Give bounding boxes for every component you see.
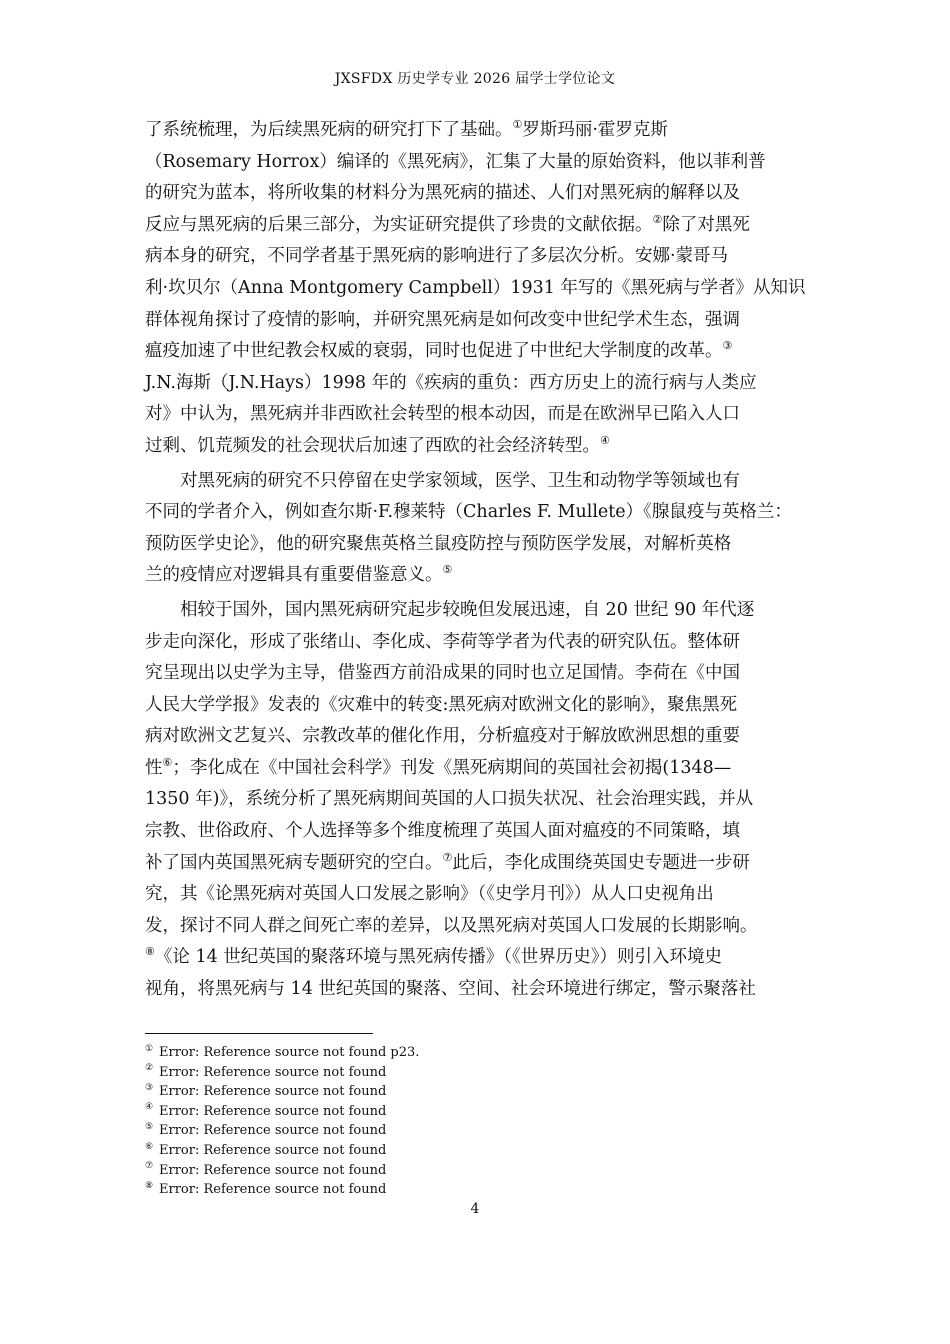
body-line: 病本身的研究，不同学者基于黑死病的影响进行了多层次分析。安娜·蒙哥马 <box>145 246 729 267</box>
footnote-ref[interactable]: ⑥ <box>162 756 173 770</box>
footnote-item: ③ Error: Reference source not found <box>145 1082 387 1100</box>
body-line: 反应与黑死病的后果三部分，为实证研究提供了珍贵的文献依据。②除了对黑死 <box>145 212 750 235</box>
body-line: 视角，将黑死病与 14 世纪英国的聚落、空间、社会环境进行绑定，警示聚落社 <box>145 979 756 1000</box>
body-line: 究，其《论黑死病对英国人口发展之影响》（《史学月刊》）从人口史视角出 <box>145 884 714 905</box>
body-line: 过剩、饥荒频发的社会现状后加速了西欧的社会经济转型。④ <box>145 434 610 456</box>
footnote-item: ⑦ Error: Reference source not found <box>145 1161 387 1178</box>
body-line: 利·坎贝尔（Anna Montgomery Campbell）1931 年写的《黑死病与学者》从知识 <box>145 277 806 298</box>
body-line: 人民大学学报》发表的《灾难中的转变:黑死病对欧洲文化的影响》，聚焦黑死 <box>145 694 738 715</box>
footnote-text: Error: Reference source not found <box>159 1142 387 1158</box>
body-line: 预防医学史论》，他的研究聚焦英格兰鼠疫防控与预防医学发展，对解析英格 <box>145 533 732 554</box>
footnote-text: Error: Reference source not found <box>159 1123 387 1139</box>
footnote-item: ⑥ Error: Reference source not found <box>145 1141 387 1158</box>
footnote-item: ① Error: Reference source not found p23. <box>145 1043 420 1060</box>
body-line: 群体视角探讨了疫情的影响，并研究黑死病是如何改变中世纪学术生态，强调 <box>145 309 740 330</box>
body-line: 瘟疫加速了中世纪教会权威的衰弱，同时也促进了中世纪大学制度的改革。③ <box>145 339 733 362</box>
footnote-text: Error: Reference source not found <box>159 1162 387 1178</box>
footnote-ref[interactable]: ④ <box>600 434 610 448</box>
body-line: 的研究为蓝本，将所收集的材料分为黑死病的描述、人们对黑死病的解释以及 <box>145 183 740 204</box>
footnote-item: ② Error: Reference source not found <box>145 1063 387 1080</box>
body-line: 宗教、世俗政府、个人选择等多个维度梳理了英国人面对瘟疫的不同策略，填 <box>145 821 740 842</box>
body-line: 补了国内英国黑死病专题研究的空白。⑦此后，李化成围绕英国史专题进一步研 <box>145 850 750 873</box>
footnote-ref[interactable]: ⑧ <box>145 945 155 959</box>
footnote-ref[interactable]: ⑦ <box>442 850 453 864</box>
footnote-item: ⑧ Error: Reference source not found <box>145 1180 387 1198</box>
body-line: 发，探讨不同人群之间死亡率的差异，以及黑死病对英国人口发展的长期影响。 <box>145 915 758 936</box>
footnote-text: Error: Reference source not found <box>159 1103 387 1119</box>
body-line: （Rosemary Horrox）编译的《黑死病》，汇集了大量的原始资料，他以菲利普 <box>145 151 766 172</box>
body-line: 对黑死病的研究不只停留在史学家领域，医学、卫生和动物学等领域也有 <box>180 470 740 491</box>
body-line: 性⑥；李化成在《中国社会科学》刊发《黑死病期间的英国社会初揭(1348— <box>145 756 732 778</box>
body-line: 步走向深化，形成了张绪山、李化成、李荷等学者为代表的研究队伍。整体研 <box>145 631 740 652</box>
footnote-text: Error: Reference source not found p23. <box>159 1045 420 1060</box>
footnote-ref[interactable]: ① <box>512 118 523 132</box>
footnote-text: Error: Reference source not found <box>159 1064 387 1080</box>
body-text <box>145 115 807 1006</box>
footnote-item: ④ Error: Reference source not found <box>145 1102 387 1119</box>
body-line: ⑧《论 14 世纪英国的聚落环境与黑死病传播》（《世界历史》）则引入环境史 <box>145 945 723 968</box>
body-line: J.N.海斯（J.N.Hays）1998 年的《疾病的重负：西方历史上的流行病与人类应 <box>145 372 757 393</box>
footnote-separator <box>145 1033 373 1034</box>
body-line: 病对欧洲文艺复兴、宗教改革的催化作用，分析瘟疫对于解放欧洲思想的重要 <box>145 726 740 747</box>
body-line: 不同的学者介入，例如查尔斯·F.穆莱特（Charles F. Mullete）《腺鼠疫与英格兰： <box>145 502 792 523</box>
footnote-ref[interactable]: ⑤ <box>442 563 453 577</box>
body-line: 1350 年)》，系统分析了黑死病期间英国的人口损失状况、社会治理实践，并从 <box>145 789 754 810</box>
footnote-ref[interactable]: ② <box>652 212 663 226</box>
footnote-text: Error: Reference source not found <box>159 1182 387 1198</box>
footnote-text: Error: Reference source not found <box>159 1084 387 1100</box>
body-line: 对》中认为，黑死病并非西欧社会转型的根本动因，而是在欧洲早已陷入人口 <box>145 404 740 425</box>
page-number: 4 <box>470 1201 480 1217</box>
page-header: JXSFDX 历史学专业 2026 届学士学位论文 <box>334 71 616 87</box>
footnotes <box>145 1043 807 1200</box>
body-line: 了系统梳理，为后续黑死病的研究打下了基础。①罗斯玛丽·霍罗克斯 <box>145 118 668 140</box>
footnote-item: ⑤ Error: Reference source not found <box>145 1122 387 1139</box>
body-line: 兰的疫情应对逻辑具有重要借鉴意义。⑤ <box>145 563 453 586</box>
footnote-ref[interactable]: ③ <box>722 339 733 353</box>
body-line: 究呈现出以史学为主导，借鉴西方前沿成果的同时也立足国情。李荷在《中国 <box>145 663 740 684</box>
body-line: 相较于国外，国内黑死病研究起步较晚但发展迅速，自 20 世纪 90 年代逐 <box>180 599 755 620</box>
